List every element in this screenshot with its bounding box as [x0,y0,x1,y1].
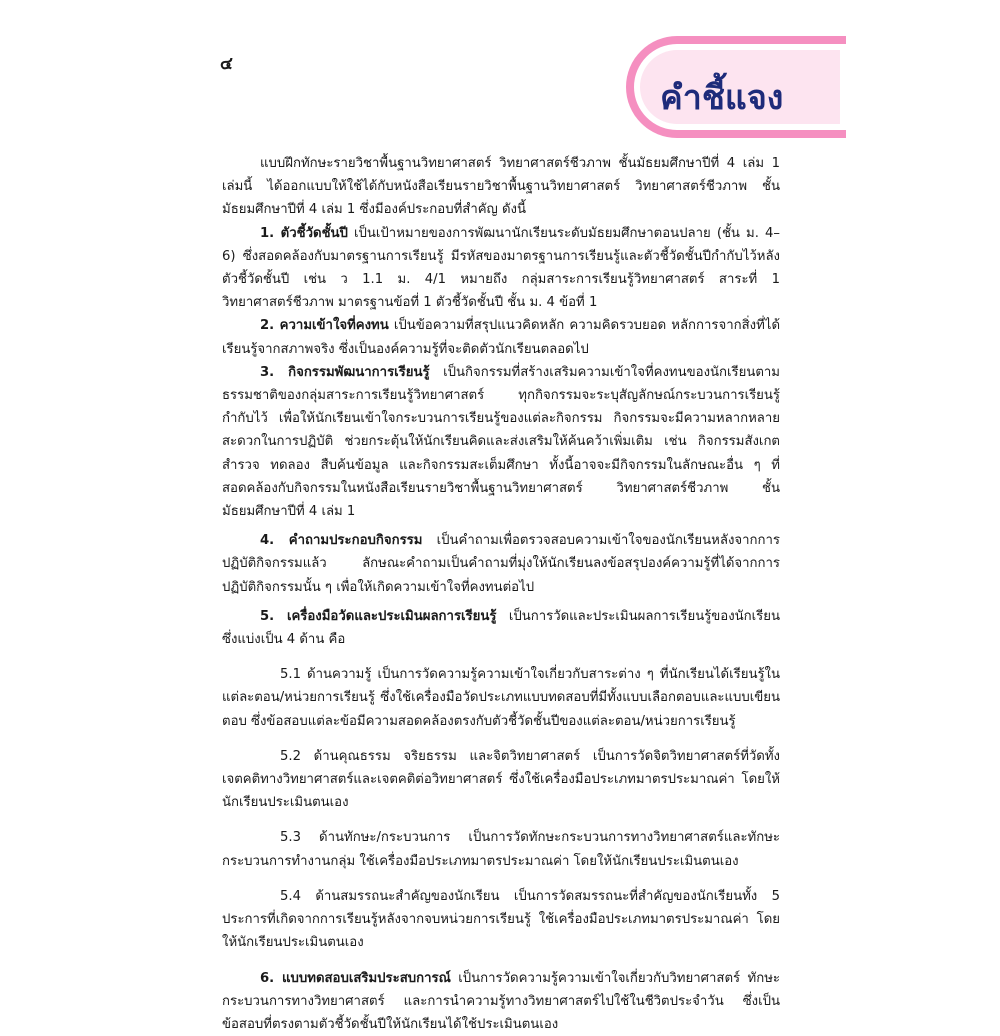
document-body [222,152,780,1036]
item-4-text: เป็นคำถามเพื่อตรวจสอบความเข้าใจของนักเรียนหลังจากการปฏิบัติกิจกรรมแล้ว ลักษณะคำถามเป็นคำถามที่มุ่งให้นักเรียนลงข้อสรุปองค์ความรู้ที่ได้จากการปฏิบัติกิจกรรมนั้น ๆ เพื่อให้เกิดความเข้าใจที่คงทนต่อไป [222,533,780,594]
subitem-5-4: 5.4 ด้านสมรรถนะสำคัญของนักเรียน เป็นการวัดสมรรถนะที่สำคัญของนักเรียนทั้ง 5 ประการที่เกิดจากการเรียนรู้หลังจากจบหน่วยการเรียนรู้ ใช้เครื่องมือประเภทมาตรประมาณค่า โดยให้นักเรียนประเมินตนเอง [222,885,780,955]
subitem-5-2: 5.2 ด้านคุณธรรม จริยธรรม และจิตวิทยาศาสตร์ เป็นการวัดจิตวิทยาศาสตร์ที่วัดทั้งเจตคติทางวิทยาศาสตร์และเจตคติต่อวิทยาศาสตร์ ซึ่งใช้เครื่องมือประเภทมาตรประมาณค่า โดยให้นักเรียนประเมินตนเอง [222,745,780,815]
item-1 [222,222,780,315]
item-2 [222,314,780,360]
item-6-heading: 6. แบบทดสอบเสริมประสบการณ์ [260,971,451,986]
item-1-text: เป็นเป้าหมายของการพัฒนานักเรียนระดับมัธยมศึกษาตอนปลาย (ชั้น ม. 4–6) ซึ่งสอดคล้องกับมาตรฐานการเรียนรู้ มีรหัสของมาตรฐานการเรียนรู้และตัวชี้วัดชั้นปีกำกับไว้หลังตัวชี้วัดชั้นปี เช่น ว 1.1 ม. 4/1 หมายถึง กลุ่มสาระการเรียนรู้วิทยาศาสตร์ สาระที่ 1 วิทยาศาสตร์ชีวภาพ มาตรฐานข้อที่ 1 ตัวชี้วัดชั้นปี ชั้น ม. 4 ข้อที่ 1 [222,226,780,311]
item-3-text: เป็นกิจกรรมที่สร้างเสริมความเข้าใจที่คงทนของนักเรียนตามธรรมชาติของกลุ่มสาระการเรียนรู้วิทยาศาสตร์ ทุกกิจกรรมจะระบุสัญลักษณ์กระบวนการเรียนรู้กำกับไว้ เพื่อให้นักเรียนเข้าใจกระบวนการเรียนรู้ของแต่ละกิจกรรม กิจกรรมจะมีความหลากหลาย สะดวกในการปฏิบัติ ช่วยกระตุ้นให้นักเรียนคิดและส่งเสริมให้ค้นคว้าเพิ่มเติม เช่น กิจกรรมสังเกต สำรวจ ทดลอง สืบค้นข้อมูล และกิจกรรมสะเต็มศึกษา ทั้งนี้อาจจะมีกิจกรรมในลักษณะอื่น ๆ ที่สอดคล้องกับกิจกรรมในหนังสือเรียนรายวิชาพื้นฐานวิทยาศาสตร์ วิทยาศาสตร์ชีวภาพ ชั้นมัธยมศึกษาปีที่ 4 เล่ม 1 [222,365,780,519]
item-5 [222,605,780,651]
subitem-5-3: 5.3 ด้านทักษะ/กระบวนการ เป็นการวัดทักษะกระบวนการทางวิทยาศาสตร์และทักษะกระบวนการทำงานกลุ่ม ใช้เครื่องมือประเภทมาตรประมาณค่า โดยให้นักเรียนประเมินตนเอง [222,826,780,872]
subitem-5-1: 5.1 ด้านความรู้ เป็นการวัดความรู้ความเข้าใจเกี่ยวกับสาระต่าง ๆ ที่นักเรียนได้เรียนรู้ในแต่ละตอน/หน่วยการเรียนรู้ ซึ่งใช้เครื่องมือวัดประเภทแบบทดสอบที่มีทั้งแบบเลือกตอบและแบบเขียนตอบ ซึ่งข้อสอบแต่ละข้อมีความสอดคล้องตรงกับตัวชี้วัดชั้นปีของแต่ละตอน/หน่วยการเรียนรู้ [222,663,780,733]
page-number: ๔ [220,50,233,77]
intro-paragraph: แบบฝึกทักษะรายวิชาพื้นฐานวิทยาศาสตร์ วิทยาศาสตร์ชีวภาพ ชั้นมัธยมศึกษาปีที่ 4 เล่ม 1 เล่มนี้ ได้ออกแบบให้ใช้ได้กับหนังสือเรียนรายวิชาพื้นฐานวิทยาศาสตร์ วิทยาศาสตร์ชีวภาพ ชั้นมัธยมศึกษาปีที่ 4 เล่ม 1 ซึ่งมีองค์ประกอบที่สำคัญ ดังนี้ [222,152,780,222]
item-3-heading: 3. กิจกรรมพัฒนาการเรียนรู้ [260,365,430,380]
item-2-text: เป็นข้อความที่สรุปแนวคิดหลัก ความคิดรวบยอด หลักการจากสิ่งที่ได้เรียนรู้จากสภาพจริง ซึ่งเป็นองค์ความรู้ที่จะติดตัวนักเรียนตลอดไป [222,318,780,356]
item-4 [222,529,780,599]
item-2-heading: 2. ความเข้าใจที่คงทน [260,318,389,333]
item-1-heading: 1. ตัวชี้วัดชั้นปี [260,226,348,241]
item-6-text: เป็นการวัดความรู้ความเข้าใจเกี่ยวกับวิทยาศาสตร์ ทักษะกระบวนการทางวิทยาศาสตร์ และการนำความรู้ทางวิทยาศาสตร์ไปใช้ในชีวิตประจำวัน ซึ่งเป็นข้อสอบที่ตรงตามตัวชี้วัดชั้นปีให้นักเรียนได้ใช้ประเมินตนเอง [222,971,780,1032]
item-5-text: เป็นการวัดและประเมินผลการเรียนรู้ของนักเรียน ซึ่งแบ่งเป็น 4 ด้าน คือ [222,609,780,647]
item-4-heading: 4. คำถามประกอบกิจกรรม [260,533,422,548]
page-title: คำชี้แจง [660,70,783,124]
item-5-heading: 5. เครื่องมือวัดและประเมินผลการเรียนรู้ [260,609,496,624]
item-6 [222,967,780,1036]
item-3 [222,361,780,523]
